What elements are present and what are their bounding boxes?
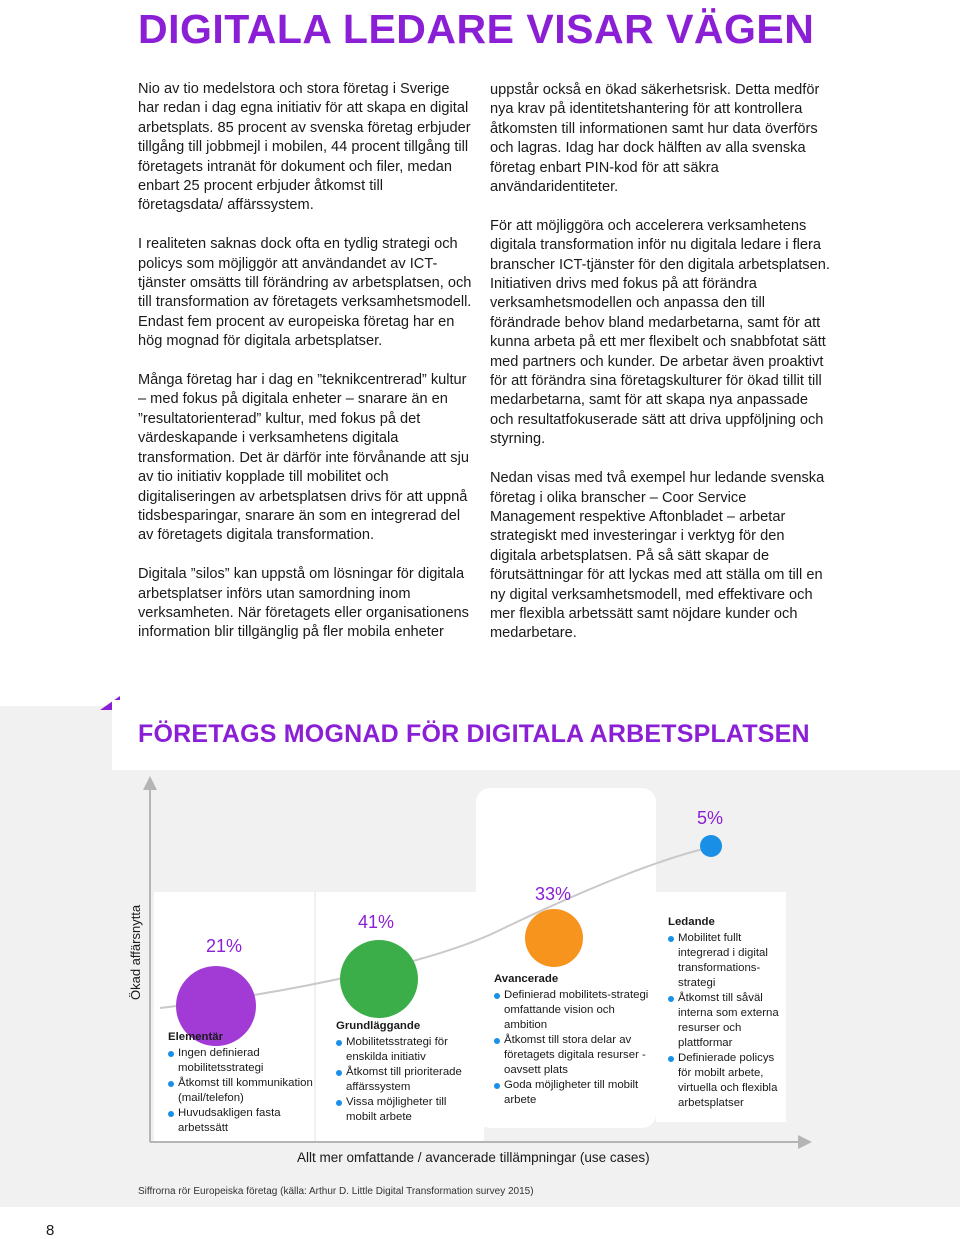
paragraph: Digitala ”silos” kan uppstå om lösningar för digitala arbetsplatser införs utan samordning inom verksamheten. När företagets eller organisationens information blir tillgänglig på fler mobila enheter [138, 566, 469, 641]
stage-text-grundlaggande [336, 1019, 476, 1125]
paragraph: Nio av tio medelstora och stora företag i Sverige har redan i dag egna initiativ för att skapa en digital arbetsplats. 85 procent av svenska företag erbjuder tillgång till jobbmejl i mobilen, 44 procent tillgång till företagets intranät för dokument och filer, medan enbart 25 procent erbjuder åtkomst till företagsdata/ affärssystem. [138, 81, 471, 214]
list-item: Åtkomst till såväl interna som externa resurser och plattformar [668, 991, 786, 1051]
y-axis-label: Ökad affärsnytta [128, 904, 143, 1000]
stage-list [168, 1046, 318, 1136]
paragraph: Nedan visas med två exempel hur ledande svenska företag i olika branscher – Coor Service Management respektive Aftonbladet – arbetar strategiskt med investeringar i verktyg för den digitala arbetsplatsen. På så sätt skapar de förutsättningar för att lyckas med att ställa om till en ny digital verksamhetsmodell, med effektivare och mer flexibla arbetssätt samt nöjdare kunder och medarbetare. [490, 470, 825, 642]
stage-text-elementar [168, 1030, 318, 1136]
stage-title: Avancerade [494, 973, 559, 985]
stage-percent-elementar: 21% [206, 936, 243, 956]
stage-title: Grundläggande [336, 1020, 421, 1032]
x-axis-arrowhead [798, 1135, 812, 1149]
list-item: Mobilitetsstrategi för enskilda initiativ [336, 1035, 476, 1065]
stage-percent-grundlaggande: 41% [358, 912, 395, 932]
list-item: Åtkomst till prioriterade affärssystem [336, 1065, 476, 1095]
list-item: Åtkomst till kommunikation (mail/telefon) [168, 1076, 318, 1106]
stage-list [494, 988, 650, 1108]
page-number: 8 [46, 1222, 55, 1239]
stage-title: Elementär [168, 1031, 224, 1043]
stage-percent-ledande: 5% [697, 808, 724, 828]
list-item: Vissa möjligheter till mobilt arbete [336, 1095, 476, 1125]
stage-dot-avancerade [525, 909, 583, 967]
list-item: Åtkomst till stora delar av företagets digitala resurser - oavsett plats [494, 1033, 650, 1078]
stage-percent-avancerade: 33% [535, 884, 572, 904]
page-title: DIGITALA LEDARE VISAR VÄGEN [138, 6, 815, 52]
list-item: Huvudsakligen fasta arbetssätt [168, 1106, 318, 1136]
infographic-title: FÖRETAGS MOGNAD FÖR DIGITALA ARBETSPLATSEN [138, 720, 810, 748]
paragraph: För att möjliggöra och accelerera verksamhetens digitala transformation inför nu digitala ledare i flera branscher ICT-tjänster för den digitala arbetsplatsen. Initiativen drivs med fokus på att förändra verksamhetsmodellen och anpassa den till förändrade behov bland medarbetarna, samt för att kunna arbeta på ett mer flexibelt och snabbfotat sätt med partners och kunder. De arbetar även proaktivt för att förändra sina företagskulturer för ökad tillit till medarbetarna, samt för att skapa nya anpassade och resultatfokuserade sätt att driva uppföljning och styrning. [490, 217, 830, 448]
stage-list [336, 1035, 476, 1125]
paragraph: uppstår också en ökad säkerhetsrisk. Detta medför nya krav på identitetshantering för att kontrollera åtkomsten till informationen samt hur data överförs och lagras. Idag har dock hälften av alla svenska företag enbart PIN-kod för att säkra användaridentiteter. [490, 82, 820, 196]
paragraph: I realiteten saknas dock ofta en tydlig strategi och policys som möjliggör att användandet av ICT-tjänster omsätts till förändring av arbetsplatsen, och till transformation av företagets verksamhetsmodell. Endast fem procent av europeiska företag har en hög mognad för digitala arbetsplatser. [138, 236, 472, 350]
page-footer [0, 1207, 960, 1236]
stage-list [668, 931, 786, 1111]
list-item: Definierade policys för mobilt arbete, virtuella och flexibla arbetsplatser [668, 1051, 786, 1111]
stage-dot-grundlaggande [340, 940, 418, 1018]
x-axis-label: Allt mer omfattande / avancerade tillämpningar (use cases) [297, 1150, 650, 1165]
list-item: Goda möjligheter till mobilt arbete [494, 1078, 650, 1108]
list-item: Definierad mobilitets-strategi omfattande vision och ambition [494, 988, 650, 1033]
stage-text-avancerade [494, 972, 650, 1108]
stage-title: Ledande [668, 916, 715, 928]
paragraph: Många företag har i dag en ”teknikcentrerad” kultur – med fokus på digitala enheter – snarare än en ”resultatorienterad” kultur, med fokus på det värdeskapande i verksamhetens digitala transformation. Det är därför inte förvånande att sju av tio initiativ kopplade till mobilitet och digitaliseringen av arbetsplatsen drivs för att uppnå tidsbesparingar, snarare än som en integrerad del av företagets digitala transformation. [138, 372, 469, 544]
stage-text-ledande [668, 915, 786, 1111]
source-footnote: Siffrorna rör Europeiska företag (källa: Arthur D. Little Digital Transformation survey 2015) [138, 1186, 534, 1197]
list-item: Mobilitet fullt integrerad i digital transformations-strategi [668, 931, 786, 991]
y-axis-arrowhead [143, 776, 157, 790]
stage-dot-ledande [700, 835, 722, 857]
list-item: Ingen definierad mobilitetsstrategi [168, 1046, 318, 1076]
